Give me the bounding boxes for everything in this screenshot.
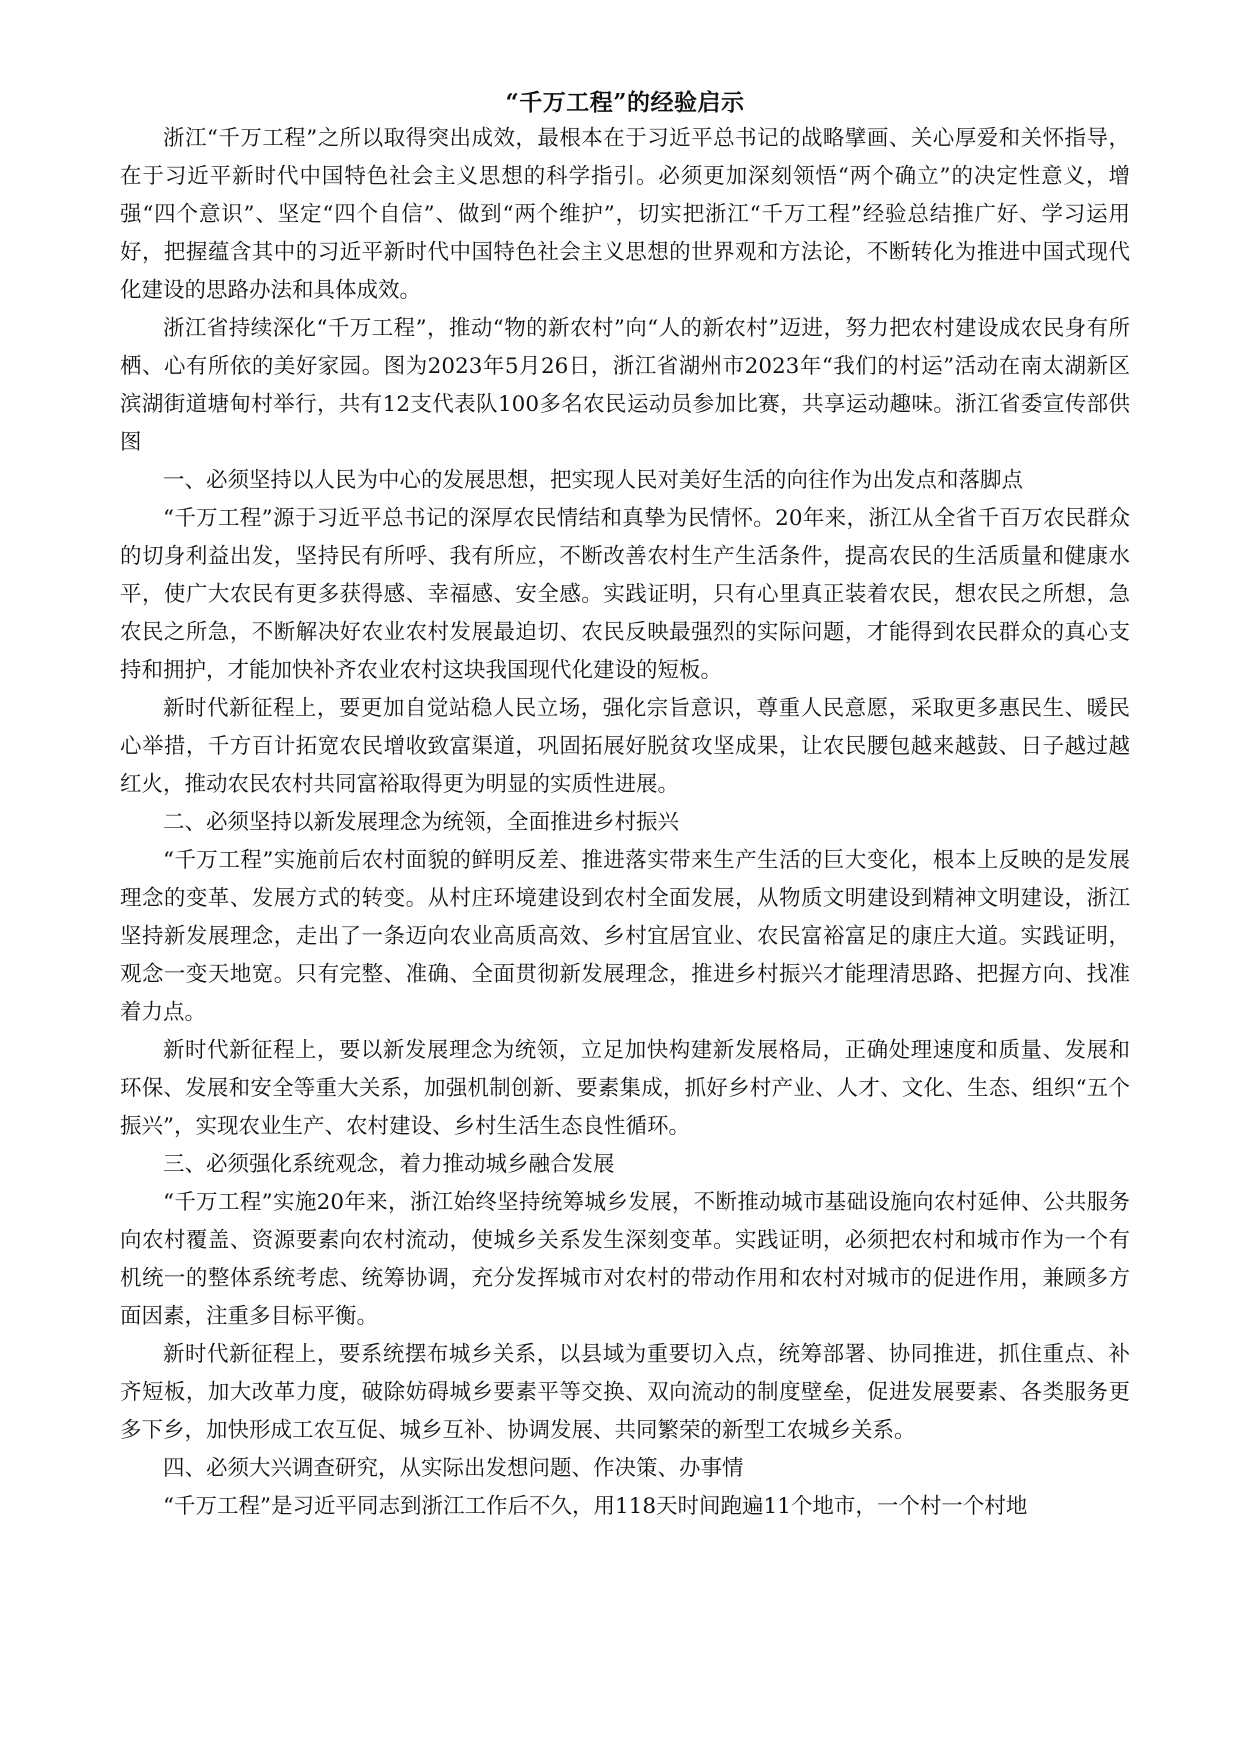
paragraph-section4-body: “千万工程”是习近平同志到浙江工作后不久，用118天时间跑遍11个地市，一个村一个村地: [163, 1494, 1028, 1519]
section-heading-3: 三、必须强化系统观念，着力推动城乡融合发展: [163, 1152, 615, 1177]
section-heading-4: 四、必须大兴调查研究，从实际出发想问题、作决策、办事情: [163, 1456, 744, 1481]
document-title: “千万工程”的经验启示: [505, 89, 745, 116]
paragraph-photo-caption: 浙江省持续深化“千万工程”，推动“物的新农村”向“人的新农村”迈进，努力把农村建设成农民身有所栖、心有所依的美好家园。图为2023年5月26日，浙江省湖州市2023年“我们的村运”活动在南太湖新区滨湖街道塘甸村举行，共有12支代表队100多名农民运动员参加比赛，共享运动趣味。浙江省委宣传部供图: [120, 316, 1130, 455]
paragraph-section2-body: “千万工程”实施前后农村面貌的鲜明反差、推进落实带来生产生活的巨大变化，根本上反映的是发展理念的变革、发展方式的转变。从村庄环境建设到农村全面发展，从物质文明建设到精神文明建设，浙江坚持新发展理念，走出了一条迈向农业高质高效、乡村宜居宜业、农民富裕富足的康庄大道。实践证明，观念一变天地宽。只有完整、准确、全面贯彻新发展理念，推进乡村振兴才能理清思路、把握方向、找准着力点。: [120, 848, 1130, 1025]
paragraph-section3-outlook: 新时代新征程上，要系统摆布城乡关系，以县域为重要切入点，统筹部署、协同推进，抓住重点、补齐短板，加大改革力度，破除妨碍城乡要素平等交换、双向流动的制度壁垒，促进发展要素、各类服务更多下乡，加快形成工农互促、城乡互补、协调发展、共同繁荣的新型工农城乡关系。: [120, 1342, 1130, 1443]
paragraph-intro: 浙江“千万工程”之所以取得突出成效，最根本在于习近平总书记的战略擘画、关心厚爱和关怀指导，在于习近平新时代中国特色社会主义思想的科学指引。必须更加深刻领悟“两个确立”的决定性意义，增强“四个意识”、坚定“四个自信”、做到“两个维护”，切实把浙江“千万工程”经验总结推广好、学习运用好，把握蕴含其中的习近平新时代中国特色社会主义思想的世界观和方法论，不断转化为推进中国式现代化建设的思路办法和具体成效。: [120, 126, 1130, 303]
section-heading-1: 一、必须坚持以人民为中心的发展思想，把实现人民对美好生活的向往作为出发点和落脚点: [163, 468, 1024, 493]
paragraph-section1-outlook: 新时代新征程上，要更加自觉站稳人民立场，强化宗旨意识，尊重人民意愿，采取更多惠民生、暖民心举措，千方百计拓宽农民增收致富渠道，巩固拓展好脱贫攻坚成果，让农民腰包越来越鼓、日子越过越红火，推动农民农村共同富裕取得更为明显的实质性进展。: [120, 696, 1130, 797]
section-heading-2: 二、必须坚持以新发展理念为统领，全面推进乡村振兴: [163, 810, 680, 835]
paragraph-section3-body: “千万工程”实施20年来，浙江始终坚持统筹城乡发展，不断推动城市基础设施向农村延伸、公共服务向农村覆盖、资源要素向农村流动，使城乡关系发生深刻变革。实践证明，必须把农村和城市作为一个有机统一的整体系统考虑、统筹协调，充分发挥城市对农村的带动作用和农村对城市的促进作用，兼顾多方面因素，注重多目标平衡。: [120, 1190, 1130, 1329]
paragraph-section2-outlook: 新时代新征程上，要以新发展理念为统领，立足加快构建新发展格局，正确处理速度和质量、发展和环保、发展和安全等重大关系，加强机制创新、要素集成，抓好乡村产业、人才、文化、生态、组织“五个振兴”，实现农业生产、农村建设、乡村生活生态良性循环。: [120, 1038, 1130, 1139]
paragraph-section1-body: “千万工程”源于习近平总书记的深厚农民情结和真挚为民情怀。20年来，浙江从全省千百万农民群众的切身利益出发，坚持民有所呼、我有所应，不断改善农村生产生活条件，提高农民的生活质量和健康水平，使广大农民有更多获得感、幸福感、安全感。实践证明，只有心里真正装着农民，想农民之所想，急农民之所急，不断解决好农业农村发展最迫切、农民反映最强烈的实际问题，才能得到农民群众的真心支持和拥护，才能加快补齐农业农村这块我国现代化建设的短板。: [120, 506, 1130, 683]
